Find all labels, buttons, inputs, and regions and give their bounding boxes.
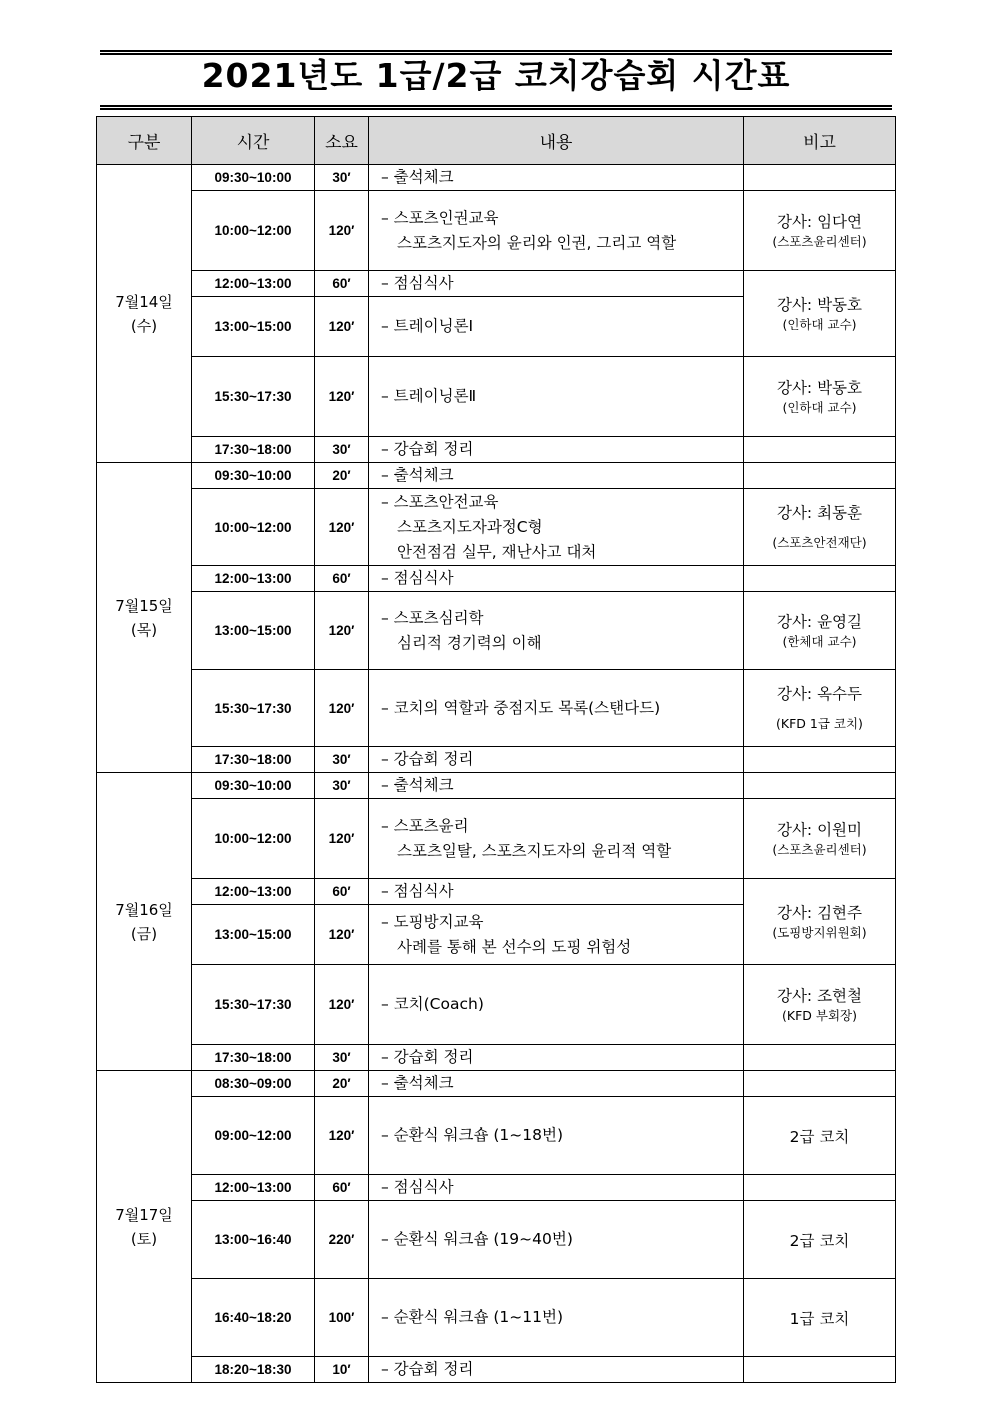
header-category: 구분	[97, 117, 192, 165]
time-cell: 08:30~09:00	[192, 1071, 315, 1097]
duration-cell: 60′	[315, 1175, 369, 1201]
duration-cell: 60′	[315, 566, 369, 592]
content-title: – 코치(Coach)	[381, 995, 484, 1013]
time-cell: 12:00~13:00	[192, 1175, 315, 1201]
content-title: – 출석체크	[381, 466, 454, 484]
content-cell	[369, 879, 744, 905]
day-of-week: (금)	[130, 924, 158, 943]
content-title: – 순환식 워크숍 (1~11번)	[381, 1308, 564, 1326]
note-cell	[744, 1045, 896, 1071]
time-cell: 13:00~16:40	[192, 1201, 315, 1279]
instructor-name: 강사: 김현주	[776, 903, 862, 922]
note-cell	[744, 879, 896, 965]
table-row	[97, 566, 896, 592]
day-cell	[97, 1071, 192, 1383]
table-row	[97, 965, 896, 1045]
content-cell	[369, 1201, 744, 1279]
table-row	[97, 747, 896, 773]
content-title: – 출석체크	[381, 776, 454, 794]
content-title: – 트레이닝론Ⅰ	[381, 317, 474, 335]
note-cell	[744, 191, 896, 271]
day-cell	[97, 165, 192, 463]
content-title: – 출석체크	[381, 1074, 454, 1092]
duration-cell: 220′	[315, 1201, 369, 1279]
duration-cell: 30′	[315, 1045, 369, 1071]
instructor-name: 강사: 조현철	[776, 986, 862, 1005]
target-group: 2급 코치	[789, 1231, 850, 1250]
time-cell: 18:20~18:30	[192, 1357, 315, 1383]
content-title: – 순환식 워크숍 (19~40번)	[381, 1230, 573, 1248]
content-title: – 코치의 역할과 중점지도 목록(스탠다드)	[381, 698, 661, 717]
content-cell	[369, 1357, 744, 1383]
target-group: 1급 코치	[789, 1309, 850, 1328]
duration-cell: 120′	[315, 799, 369, 879]
time-cell: 12:00~13:00	[192, 879, 315, 905]
header-note: 비고	[744, 117, 896, 165]
duration-cell: 120′	[315, 191, 369, 271]
content-cell	[369, 905, 744, 965]
note-cell	[744, 1201, 896, 1279]
content-cell	[369, 965, 744, 1045]
note-cell	[744, 1097, 896, 1175]
note-cell	[744, 592, 896, 670]
content-cell	[369, 463, 744, 489]
table-row	[97, 489, 896, 566]
day-label: 7월14일	[115, 292, 173, 311]
table-row	[97, 271, 896, 297]
content-cell	[369, 191, 744, 271]
content-cell	[369, 165, 744, 191]
day-label: 7월17일	[115, 1205, 173, 1224]
page-title: 2021년도 1급/2급 코치강습회 시간표	[201, 56, 791, 95]
note-cell	[744, 463, 896, 489]
note-cell	[744, 271, 896, 357]
table-row	[97, 1357, 896, 1383]
time-cell: 16:40~18:20	[192, 1279, 315, 1357]
time-cell: 15:30~17:30	[192, 965, 315, 1045]
content-cell	[369, 799, 744, 879]
time-cell: 10:00~12:00	[192, 191, 315, 271]
time-cell: 15:30~17:30	[192, 670, 315, 747]
duration-cell: 120′	[315, 357, 369, 437]
duration-cell: 30′	[315, 773, 369, 799]
instructor-affiliation: (도핑방지위원회)	[772, 924, 867, 940]
duration-cell: 100′	[315, 1279, 369, 1357]
duration-cell: 60′	[315, 879, 369, 905]
time-cell: 09:00~12:00	[192, 1097, 315, 1175]
content-title: – 순환식 워크숍 (1~18번)	[381, 1126, 564, 1144]
day-of-week: (목)	[130, 620, 158, 639]
content-cell	[369, 357, 744, 437]
time-cell: 10:00~12:00	[192, 489, 315, 566]
instructor-name: 강사: 박동호	[776, 378, 862, 397]
content-detail: 심리적 경기력의 이해	[397, 633, 542, 652]
instructor-affiliation: (인하대 교수)	[782, 316, 857, 332]
content-cell	[369, 1097, 744, 1175]
day-label: 7월15일	[115, 596, 173, 615]
note-cell	[744, 1175, 896, 1201]
note-cell	[744, 489, 896, 566]
content-cell	[369, 489, 744, 566]
header-time: 시간	[192, 117, 315, 165]
content-detail: 스포츠일탈, 스포츠지도자의 윤리적 역할	[397, 841, 672, 860]
header-content: 내용	[369, 117, 744, 165]
time-cell: 09:30~10:00	[192, 773, 315, 799]
content-title: – 스포츠심리학	[381, 608, 484, 627]
content-detail: 스포츠지도자의 윤리와 인권, 그리고 역할	[397, 233, 677, 252]
note-cell	[744, 357, 896, 437]
content-cell	[369, 1279, 744, 1357]
content-title: – 점심식사	[381, 274, 454, 292]
instructor-name: 강사: 윤영길	[776, 612, 862, 631]
duration-cell: 30′	[315, 165, 369, 191]
duration-cell: 120′	[315, 592, 369, 670]
duration-cell: 30′	[315, 437, 369, 463]
note-cell	[744, 773, 896, 799]
table-row	[97, 1201, 896, 1279]
day-of-week: (수)	[130, 316, 158, 335]
instructor-affiliation: (스포츠윤리센터)	[772, 841, 867, 857]
note-cell	[744, 1071, 896, 1097]
time-cell: 09:30~10:00	[192, 463, 315, 489]
note-cell	[744, 566, 896, 592]
content-title: – 출석체크	[381, 168, 454, 186]
content-title: – 강습회 정리	[381, 750, 474, 768]
time-cell: 13:00~15:00	[192, 592, 315, 670]
content-title: – 점심식사	[381, 882, 454, 900]
content-title: – 트레이닝론Ⅱ	[381, 387, 477, 405]
content-title: – 점심식사	[381, 1178, 454, 1196]
time-cell: 09:30~10:00	[192, 165, 315, 191]
header-duration: 소요	[315, 117, 369, 165]
target-group: 2급 코치	[789, 1127, 850, 1146]
content-detail: 안전점검 실무, 재난사고 대처	[397, 542, 597, 561]
table-row	[97, 1279, 896, 1357]
note-cell	[744, 670, 896, 747]
table-row	[97, 879, 896, 905]
note-cell	[744, 965, 896, 1045]
instructor-affiliation: (한체대 교수)	[782, 633, 857, 649]
duration-cell: 20′	[315, 463, 369, 489]
duration-cell: 120′	[315, 489, 369, 566]
note-cell	[744, 437, 896, 463]
content-title: – 스포츠인권교육	[381, 208, 499, 227]
content-cell	[369, 297, 744, 357]
instructor-name: 강사: 박동호	[776, 295, 862, 314]
table-row	[97, 463, 896, 489]
table-row	[97, 799, 896, 879]
instructor-affiliation: (스포츠윤리센터)	[772, 233, 867, 249]
table-row	[97, 437, 896, 463]
content-cell	[369, 566, 744, 592]
instructor-affiliation: (KFD 부회장)	[782, 1007, 857, 1023]
time-cell: 15:30~17:30	[192, 357, 315, 437]
content-title: – 도핑방지교육	[381, 912, 484, 931]
duration-cell: 20′	[315, 1071, 369, 1097]
content-title: – 점심식사	[381, 569, 454, 587]
duration-cell: 120′	[315, 905, 369, 965]
table-row	[97, 670, 896, 747]
day-label: 7월16일	[115, 900, 173, 919]
content-title: – 강습회 정리	[381, 440, 474, 458]
time-cell: 12:00~13:00	[192, 566, 315, 592]
table-row	[97, 357, 896, 437]
header-row	[97, 117, 896, 165]
instructor-name: 강사: 최동훈	[776, 504, 862, 522]
duration-cell: 120′	[315, 670, 369, 747]
duration-cell: 120′	[315, 1097, 369, 1175]
content-title: – 강습회 정리	[381, 1360, 474, 1378]
content-cell	[369, 592, 744, 670]
table-row	[97, 773, 896, 799]
duration-cell: 120′	[315, 297, 369, 357]
day-cell	[97, 773, 192, 1071]
duration-cell: 10′	[315, 1357, 369, 1383]
day-of-week: (토)	[130, 1229, 158, 1248]
duration-cell: 60′	[315, 271, 369, 297]
day-cell	[97, 463, 192, 773]
instructor-name: 강사: 이원미	[776, 820, 862, 839]
content-cell	[369, 437, 744, 463]
instructor-name: 강사: 옥수두	[776, 685, 862, 703]
time-cell: 13:00~15:00	[192, 297, 315, 357]
content-cell	[369, 670, 744, 747]
content-cell	[369, 1045, 744, 1071]
content-title: – 스포츠윤리	[381, 816, 469, 835]
note-cell	[744, 1279, 896, 1357]
table-row	[97, 191, 896, 271]
table-row	[97, 1097, 896, 1175]
note-cell	[744, 1357, 896, 1383]
time-cell: 17:30~18:00	[192, 437, 315, 463]
content-cell	[369, 1071, 744, 1097]
time-cell: 12:00~13:00	[192, 271, 315, 297]
instructor-affiliation: (인하대 교수)	[782, 399, 857, 415]
table-row	[97, 1071, 896, 1097]
time-cell: 17:30~18:00	[192, 1045, 315, 1071]
content-title: – 스포츠안전교육	[381, 492, 499, 511]
instructor-affiliation: (KFD 1급 코치)	[776, 716, 863, 731]
content-cell	[369, 1175, 744, 1201]
duration-cell: 120′	[315, 965, 369, 1045]
note-cell	[744, 165, 896, 191]
table-row	[97, 165, 896, 191]
content-cell	[369, 271, 744, 297]
table-row	[97, 1045, 896, 1071]
content-detail: 사례를 통해 본 선수의 도핑 위험성	[397, 937, 632, 956]
time-cell: 10:00~12:00	[192, 799, 315, 879]
content-cell	[369, 773, 744, 799]
content-cell	[369, 747, 744, 773]
table-row	[97, 1175, 896, 1201]
instructor-name: 강사: 임다연	[776, 212, 862, 231]
content-detail: 스포츠지도자과정C형	[397, 517, 543, 536]
table-row	[97, 592, 896, 670]
duration-cell: 30′	[315, 747, 369, 773]
note-cell	[744, 799, 896, 879]
instructor-affiliation: (스포츠안전재단)	[772, 535, 867, 550]
schedule-table	[96, 116, 896, 1383]
time-cell: 13:00~15:00	[192, 905, 315, 965]
content-title: – 강습회 정리	[381, 1048, 474, 1066]
note-cell	[744, 747, 896, 773]
time-cell: 17:30~18:00	[192, 747, 315, 773]
